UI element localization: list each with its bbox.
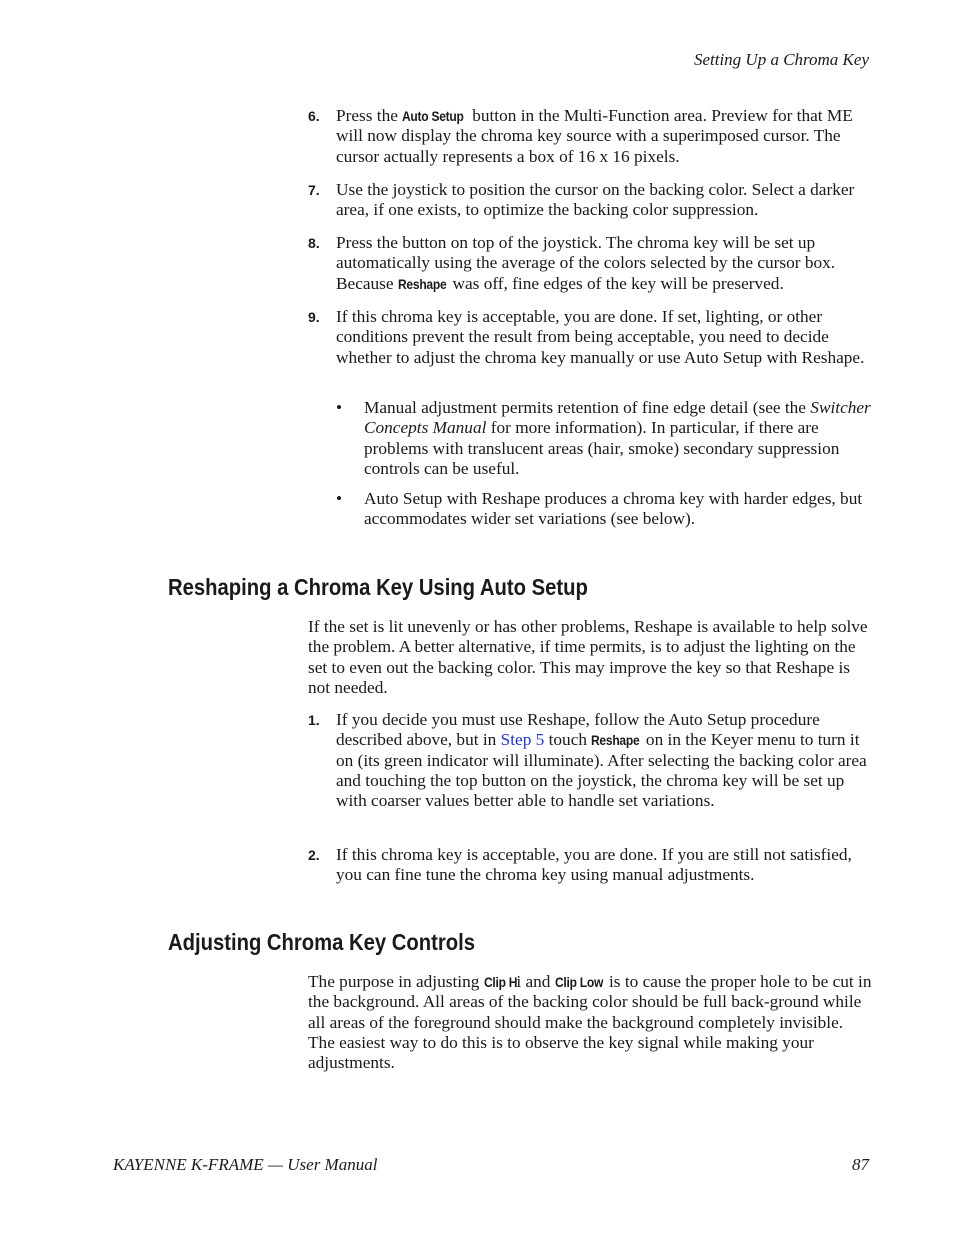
section-intro: If the set is lit unevenly or has other problems, Reshape is available to help solve the problem. A better alternative, if time permits, is to adjust the lighting on the set to even out the backing color. This may improve the key so that Reshape is not needed. [308, 617, 868, 697]
manual-title: Switcher Concepts Manual [364, 398, 871, 438]
step-text: If this chroma key is acceptable, you are done. If set, lighting, or other conditions prevent the result from being acceptable, you need to decide whether to adjust the chroma key manually or use Auto Setup with Reshape. [336, 307, 865, 367]
step-number: 9. [308, 309, 320, 325]
step-7 [308, 180, 873, 221]
section-heading-adjusting: Adjusting Chroma Key Controls [168, 929, 475, 955]
step-number: 6. [308, 108, 320, 124]
page-number: 87 [852, 1155, 869, 1174]
bullet-icon: • [336, 398, 343, 417]
bullet-item [336, 489, 876, 530]
step-text: If you decide you must use Reshape, follow the Auto Setup procedure described above, but in Step 5 touch Reshape on in the Keyer menu to turn it on (its green indicator will illuminate). After selecting the backing color area and touching the top button on the joystick, the chroma key will be set up with coarser values better able to handle set variations. [336, 710, 867, 811]
step-2 [308, 845, 873, 886]
step-number: 8. [308, 235, 320, 251]
keyword-reshape: Reshape [397, 275, 447, 292]
bullet-item [336, 398, 876, 479]
step-number: 1. [308, 712, 320, 728]
footer-doc-title: KAYENNE K-FRAME — User Manual [113, 1155, 378, 1174]
step-8 [308, 233, 873, 294]
step-text: Use the joystick to position the cursor on the backing color. Select a darker area, if one exists, to optimize the backing color suppression. [336, 180, 855, 220]
bullet-icon: • [336, 489, 343, 508]
keyword-auto-setup: Auto Setup [402, 108, 464, 124]
step-9 [308, 307, 873, 368]
running-header: Setting Up a Chroma Key [693, 50, 869, 69]
step-text: If this chroma key is acceptable, you are done. If you are still not satisfied, you can fine tune the chroma key using manual adjustments. [336, 845, 852, 885]
section-body: The purpose in adjusting Clip Hi and Clip Low is to cause the proper hole to be cut in the background. All areas of the backing color should be full back-ground while all areas of the foreground should make the background completely invisible. The easiest way to do this is to observe the key signal while making your adjustments. [308, 972, 872, 1073]
step-5-link[interactable]: Step 5 [500, 730, 545, 750]
step-6 [308, 106, 873, 167]
step-text: Press the Auto Setup button in the Multi-Function area. Preview for that ME will now display the chroma key source with a superimposed cursor. The cursor actually represents a box of 16 x 16 pixels. [336, 106, 853, 166]
keyword-clip-low: Clip Low [554, 974, 603, 990]
bullet-text: Auto Setup with Reshape produces a chroma key with harder edges, but accommodates wider set variations (see below). [364, 489, 863, 529]
step-1 [308, 710, 873, 811]
step-number: 2. [308, 847, 320, 863]
keyword-clip-hi: Clip H [483, 974, 517, 990]
section-heading-reshaping: Reshaping a Chroma Key Using Auto Setup [168, 574, 588, 600]
step-number: 7. [308, 182, 320, 198]
keyword-reshape: Reshape [591, 732, 640, 749]
bullet-text: Manual adjustment permits retention of fine edge detail (see the Switcher Concepts Manual for more information). In particular, if there are problems with translucent areas (hair, smoke) secondary suppression controls can be useful. [364, 398, 871, 478]
step-text: Press the button on top of the joystick. The chroma key will be set up automatically using the average of the colors selected by the cursor box. Because Reshape was off, fine edges of the key will be preserved. [336, 233, 836, 293]
